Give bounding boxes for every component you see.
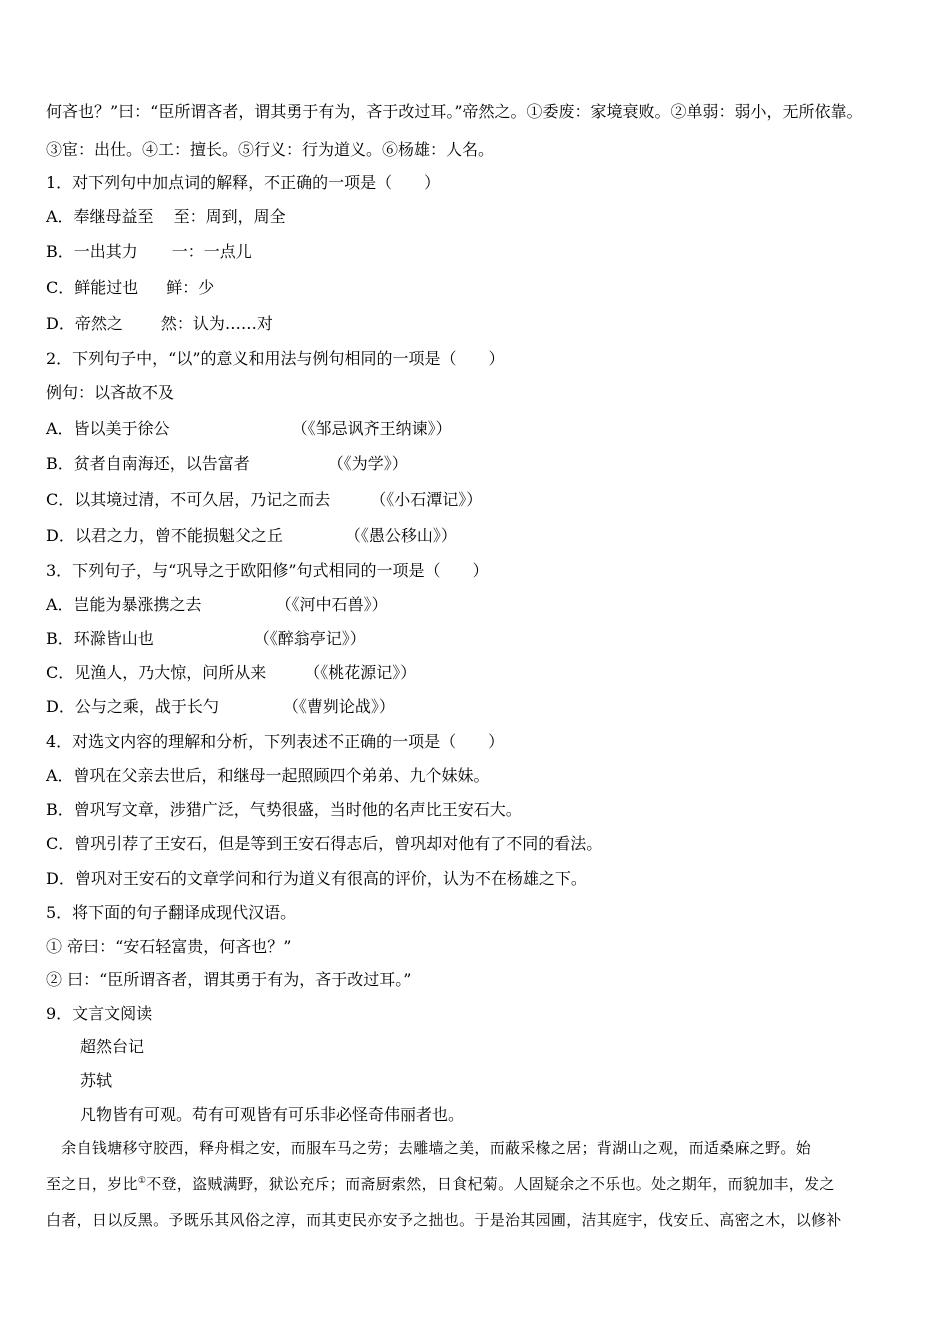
- question-3: 3．下列句子，与“巩导之于欧阳修”句式相同的一项是（ ）: [46, 561, 489, 580]
- q4-option-b: B．曾巩写文章，涉猎广泛，气势很盛，当时他的名声比王安石大。: [46, 800, 522, 819]
- q1-option-c: C．鲜能过也 鲜：少: [46, 278, 215, 297]
- q1-option-d: D．帝然之 然：认为……对: [46, 314, 273, 333]
- q4-option-d: D．曾巩对王安石的文章学问和行为道义有很高的评价，认为不在杨雄之下。: [46, 869, 587, 888]
- question-1: 1．对下列句中加点词的解释，不正确的一项是（ ）: [46, 173, 441, 192]
- passage-end-and-notes: 何吝也？”曰：“臣所谓吝者，谓其勇于有为，吝于改过耳。”帝然之。①委废：家境衰败。②单弱：弱小，无所依靠。: [46, 102, 863, 121]
- q1-option-b: B．一出其力 一：一点儿: [46, 242, 252, 261]
- q5-sentence-2: ② 曰：“臣所谓吝者，谓其勇于有为，吝于改过耳。”: [46, 970, 412, 989]
- passage-title: 超然台记: [80, 1037, 145, 1056]
- q3-option-a: A．岂能为暴涨携之去 （《河中石兽》）: [46, 595, 388, 614]
- q5-sentence-1: ① 帝曰：“安石轻富贵，何吝也？”: [46, 937, 292, 956]
- q4-option-a: A．曾巩在父亲去世后，和继母一起照顾四个弟弟、九个妹妹。: [46, 766, 490, 785]
- passage-paragraph-2-line-1: 余自钱塘移守胶西，释舟楫之安，而服车马之劳；去雕墙之美，而蔽采椽之居；背湖山之观，而适桑麻之野。始: [46, 1139, 812, 1157]
- passage-author: 苏轼: [80, 1071, 113, 1090]
- section-9-heading: 9．文言文阅读: [46, 1004, 153, 1023]
- q3-option-b: B．环滁皆山也 （《醉翁亭记》）: [46, 629, 366, 648]
- q2-option-d: D．以君之力，曾不能损魁父之丘 （《愚公移山》）: [46, 526, 457, 545]
- passage-paragraph-1: 凡物皆有可观。苟有可观皆有可乐非必怪奇伟丽者也。: [80, 1105, 465, 1124]
- question-5: 5．将下面的句子翻译成现代汉语。: [46, 903, 297, 922]
- passage-paragraph-2-line-2: 至之日，岁比①不登，盗贼满野，狱讼充斥；而斋厨索然，日食杞菊。人固疑余之不乐也。处之期年，而貌加丰，发之: [46, 1175, 835, 1193]
- q2-option-c: C．以其境过清，不可久居，乃记之而去 （《小石潭记》）: [46, 490, 483, 509]
- q4-option-c: C．曾巩引荐了王安石，但是等到王安石得志后，曾巩却对他有了不同的看法。: [46, 834, 603, 853]
- notes-line: ③宦：出仕。④工：擅长。⑤行义：行为道义。⑥杨雄：人名。: [46, 140, 495, 159]
- question-2: 2．下列句子中，“以”的意义和用法与例句相同的一项是（ ）: [46, 349, 505, 368]
- q2-option-b: B．贫者自南海还，以告富者 （《为学》）: [46, 454, 408, 473]
- q2-option-a: A．皆以美于徐公 （《邹忌讽齐王纳谏》）: [46, 419, 452, 438]
- passage-paragraph-2-line-3: 白者，日以反黑。予既乐其风俗之淳，而其吏民亦安予之拙也。于是治其园圃，洁其庭宇，伐安丘、高密之木，以修补: [46, 1211, 842, 1229]
- footnote-marker: ①: [137, 1176, 147, 1186]
- question-4: 4．对选文内容的理解和分析，下列表述不正确的一项是（ ）: [46, 732, 505, 751]
- q1-option-a: A．奉继母益至 至：周到，周全: [46, 207, 286, 226]
- q3-option-d: D．公与之乘，战于长勺 （《曹刿论战》）: [46, 697, 395, 716]
- q3-option-c: C．见渔人，乃大惊，问所从来 （《桃花源记》）: [46, 663, 417, 682]
- q2-example: 例句：以吝故不及: [46, 383, 175, 402]
